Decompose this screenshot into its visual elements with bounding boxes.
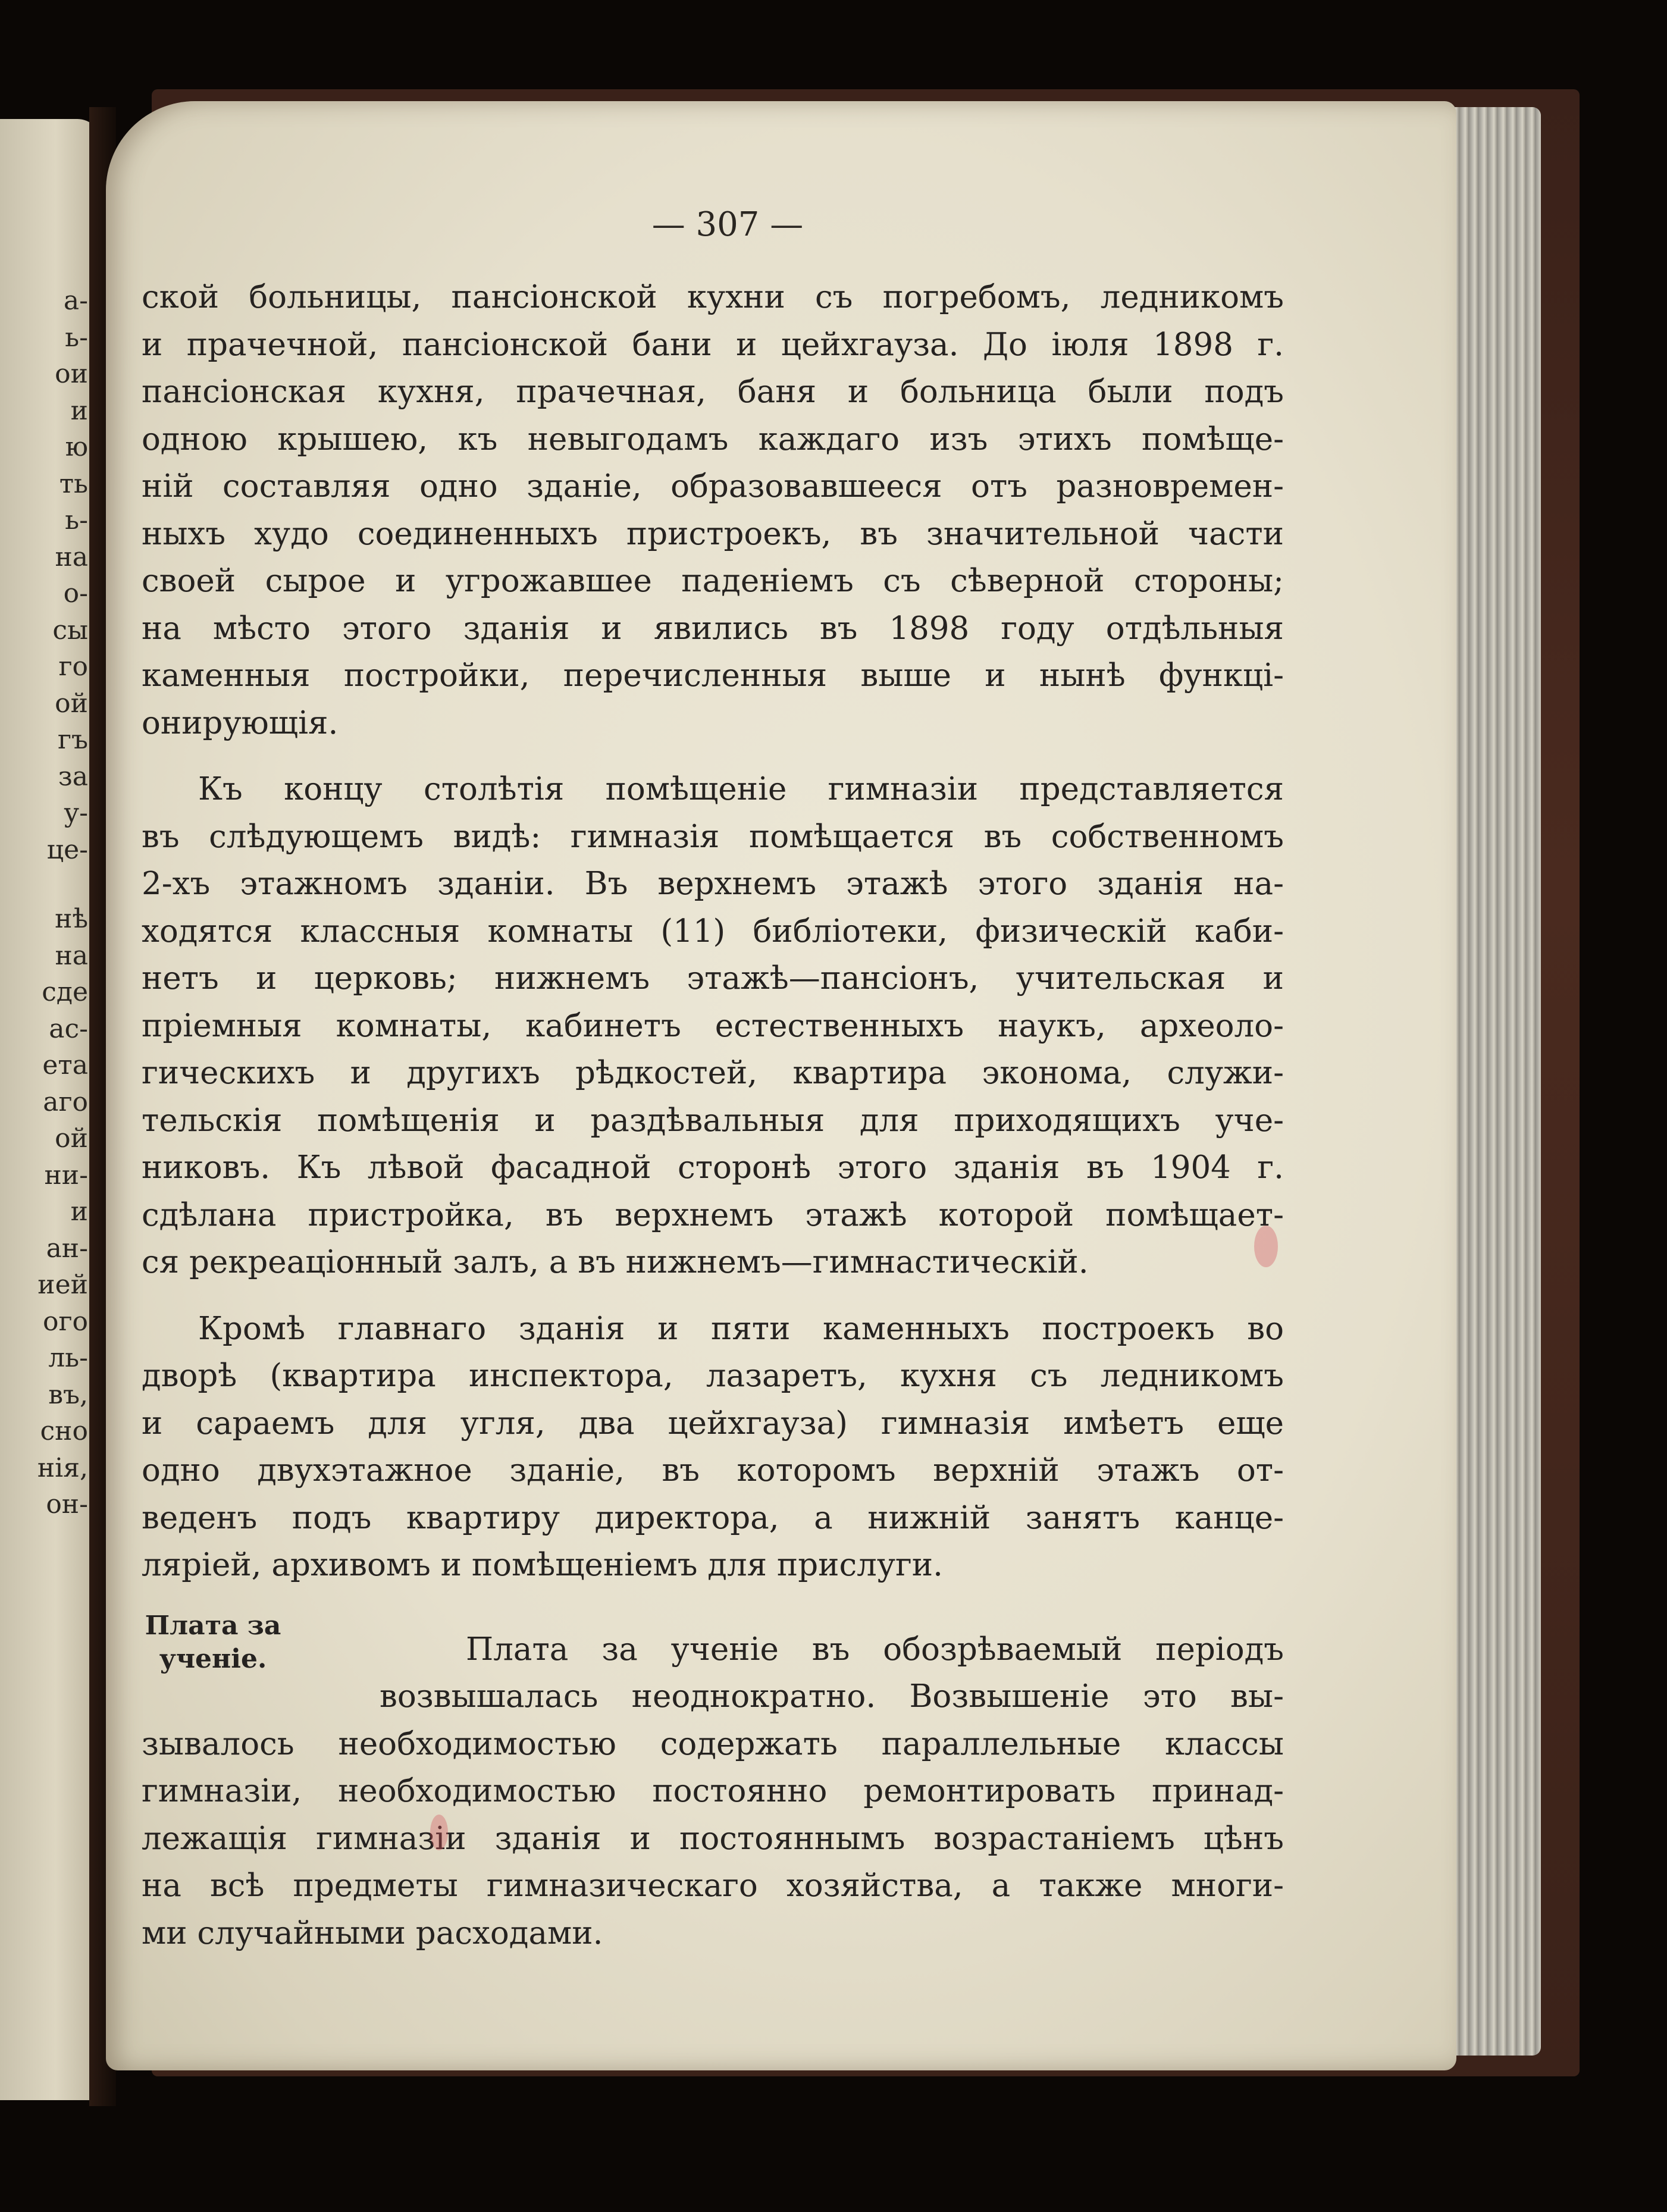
text-line: веденъ подъ квартиру директора, а нижній занятъ канце- — [142, 1499, 1284, 1536]
left-page-fragment: ией — [37, 1270, 88, 1300]
text-line: ся рекреаціонный залъ, а въ нижнемъ—гимнастическій. — [142, 1244, 1089, 1280]
ink-stain — [430, 1815, 448, 1850]
left-page-fragment: го — [58, 651, 88, 682]
text-line: каменныя постройки, перечисленныя выше и нынѣ функці- — [142, 657, 1284, 694]
text-line: ми случайными расходами. — [142, 1915, 603, 1951]
text-line: никовъ. Къ лѣвой фасадной сторонѣ этого зданія въ 1904 г. — [142, 1149, 1284, 1186]
text-line: на мѣсто этого зданія и явились въ 1898 году отдѣльныя — [142, 610, 1284, 647]
left-page-fragment: на — [55, 940, 88, 971]
left-page-fragment: гъ — [57, 725, 88, 755]
left-page-fragment: сы — [52, 615, 88, 646]
left-page-fragment: нѣ — [55, 904, 88, 934]
paragraph-4 — [142, 1626, 1284, 1957]
left-page-fragment: он- — [46, 1489, 88, 1519]
left-page-fragment: це- — [46, 834, 88, 865]
text-line: своей сырое и угрожавшее паденіемъ съ сѣверной стороны; — [142, 563, 1284, 599]
margin-note: Плата за ученіе. — [145, 1611, 281, 1674]
text-line: Плата за ученіе въ обозрѣваемый періодъ — [466, 1631, 1284, 1668]
left-page-fragment: на — [55, 541, 88, 572]
paragraph-1 — [142, 274, 1284, 747]
page-number: — 307 — — [651, 205, 804, 244]
text-line: пріемныя комнаты, кабинетъ естественныхъ наукъ, археоло- — [142, 1007, 1284, 1044]
left-page-fragment: ета — [42, 1050, 88, 1080]
text-line: ныхъ худо соединенныхъ пристроекъ, въ значительной части — [142, 515, 1284, 552]
left-page-fragment: ть — [59, 468, 88, 499]
left-page-fragment: о- — [63, 578, 88, 609]
left-page-fragment: у- — [64, 798, 88, 828]
text-line: и сараемъ для угля, два цейхгауза) гимназія имѣетъ еще — [142, 1405, 1284, 1442]
left-page-fragment: аго — [43, 1086, 88, 1117]
text-line: на всѣ предметы гимназическаго хозяйства, а также многи- — [142, 1868, 1284, 1904]
text-line: одно двухэтажное зданіе, въ которомъ верхній этажъ от- — [142, 1452, 1284, 1489]
left-page-fragment: ь- — [65, 322, 88, 353]
left-page-fragment: ан- — [46, 1233, 88, 1264]
text-line: 2-хъ этажномъ зданіи. Въ верхнемъ этажѣ этого зданія на- — [142, 866, 1284, 902]
left-page-fragment: сде — [42, 977, 88, 1007]
text-line: лежащія гимназіи зданія и постояннымъ возрастаніемъ цѣнъ — [142, 1820, 1284, 1857]
left-page-fragment: за — [58, 761, 88, 792]
text-line: Кромѣ главнаго зданія и пяти каменныхъ построекъ во — [198, 1310, 1284, 1347]
text-line: гическихъ и другихъ рѣдкостей, квартира эконома, служи- — [142, 1055, 1284, 1091]
paragraph-3 — [142, 1305, 1284, 1589]
left-page-fragment: ни- — [44, 1160, 88, 1190]
text-line: ходятся классныя комнаты (11) библіотеки, физическій каби- — [142, 913, 1284, 950]
left-page-fragment: ого — [42, 1306, 88, 1337]
left-page-fragment: въ, — [48, 1379, 88, 1410]
text-line: онирующія. — [142, 704, 339, 741]
paragraph-2 — [142, 766, 1284, 1286]
body-text — [142, 274, 1284, 1957]
text-line: гимназіи, необходимостью постоянно ремонтировать принад- — [142, 1773, 1284, 1809]
left-page-fragment: нія, — [37, 1452, 88, 1483]
left-page-fragment: а- — [63, 286, 88, 316]
left-page-fragment: ю — [65, 432, 88, 462]
text-line: нетъ и церковь; нижнемъ этажѣ—пансіонъ, учительская и — [142, 960, 1284, 997]
left-page-fragment: и — [70, 395, 88, 426]
text-line: дворѣ (квартира инспектора, лазаретъ, кухня съ ледникомъ — [142, 1358, 1284, 1394]
left-page-fragment: сно — [40, 1416, 88, 1446]
text-line: пансіонская кухня, прачечная, баня и больница были подъ — [142, 374, 1284, 410]
text-line: сдѣлана пристройка, въ верхнемъ этажѣ которой помѣщает- — [142, 1196, 1284, 1233]
left-page-fragment: ь- — [65, 505, 88, 535]
text-line: въ слѣдующемъ видѣ: гимназія помѣщается въ собственномъ — [142, 818, 1284, 855]
text-line: и прачечной, пансіонской бани и цейхгауза. До іюля 1898 г. — [142, 326, 1284, 363]
left-page-fragment: ас- — [49, 1013, 88, 1044]
left-page-fragment: ой — [55, 1123, 88, 1154]
text-line: тельскія помѣщенія и раздѣвальныя для приходящихъ уче- — [142, 1102, 1284, 1139]
text-line: возвышалась неоднократно. Возвышеніе это вы- — [380, 1678, 1284, 1715]
left-page-fragment: ль- — [48, 1343, 88, 1373]
text-line: ній составляя одно зданіе, образовавшееся отъ разновремен- — [142, 468, 1284, 505]
text-line: одною крышею, къ невыгодамъ каждаго изъ этихъ помѣще- — [142, 421, 1284, 458]
text-line: Къ концу столѣтія помѣщеніе гимназіи представляется — [198, 771, 1284, 807]
ink-stain — [1254, 1226, 1278, 1267]
text-line: ской больницы, пансіонской кухни съ погребомъ, ледникомъ — [142, 279, 1284, 315]
left-page-fragment: ой — [55, 688, 88, 719]
text-line: зывалось необходимостью содержать параллельные классы — [142, 1725, 1284, 1762]
left-page-fragment: ои — [55, 359, 88, 389]
text-line: ляріей, архивомъ и помѣщеніемъ для прислуги. — [142, 1547, 943, 1583]
left-page-fragment: и — [70, 1196, 88, 1227]
main-page — [106, 101, 1456, 2070]
